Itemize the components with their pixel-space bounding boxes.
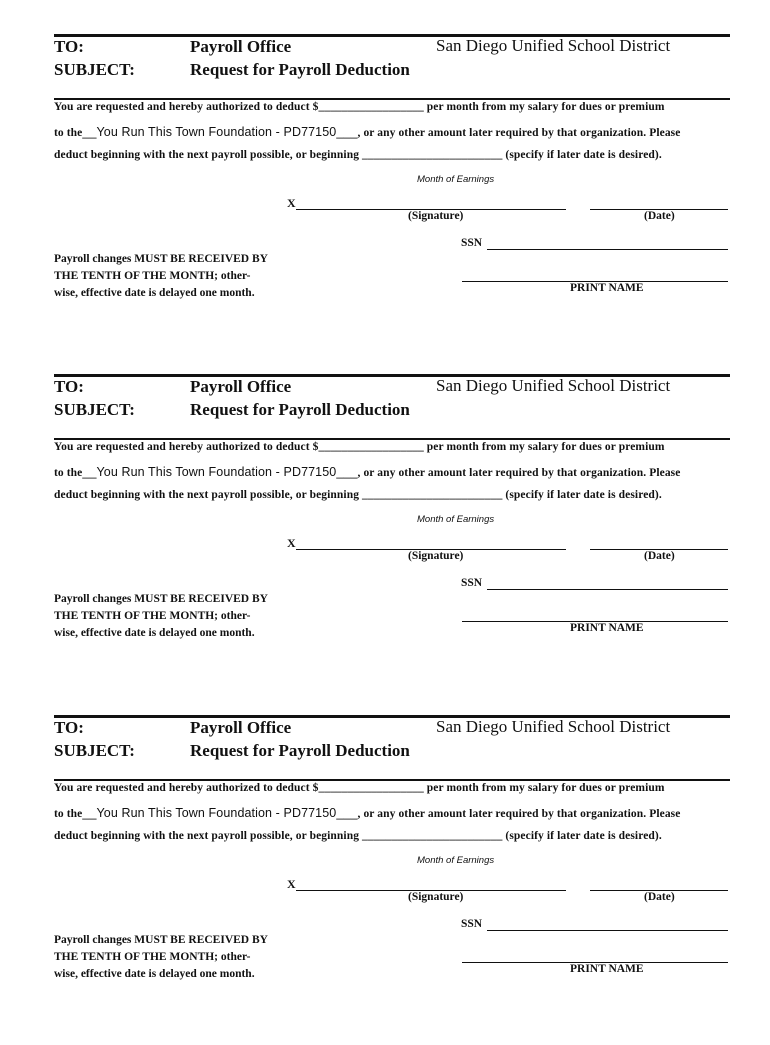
subject-label: SUBJECT: — [54, 741, 135, 760]
month-of-earnings-label: Month of Earnings — [417, 855, 495, 866]
print-name-label: PRINT NAME — [570, 622, 644, 634]
deadline-notice-line: THE TENTH OF THE MONTH; other- — [54, 951, 251, 963]
authorization-text: You are requested and hereby authorized to deduct $ — [54, 782, 319, 794]
ssn-label: SSN — [461, 577, 483, 589]
deduction-form — [0, 715, 770, 1045]
specify-date-text: (specify if later date is desired). — [502, 489, 662, 501]
authorization-line-3 — [54, 489, 662, 501]
ssn-field[interactable] — [487, 249, 728, 250]
authorization-line-2 — [54, 465, 680, 479]
deadline-notice-line: wise, effective date is delayed one month. — [54, 627, 255, 639]
specify-date-text: (specify if later date is desired). — [502, 149, 662, 161]
signature-x-mark: X — [287, 196, 296, 210]
subject-value: Request for Payroll Deduction — [190, 60, 410, 79]
authorization-text: You are requested and hereby authorized to deduct $ — [54, 101, 319, 113]
amount-field[interactable]: __________________ — [318, 782, 424, 794]
header-rule — [54, 779, 730, 781]
ssn-label: SSN — [461, 918, 483, 930]
deduct-beginning-text: deduct beginning with the next payroll possible, or beginning — [54, 149, 363, 161]
district-name: San Diego Unified School District — [436, 376, 671, 395]
authorization-line-2 — [54, 125, 680, 139]
deduction-form — [0, 374, 770, 704]
specify-date-text: (specify if later date is desired). — [502, 830, 662, 842]
signature-x-mark: X — [287, 536, 296, 550]
organization-field[interactable]: __You Run This Town Foundation - PD77150___ — [82, 465, 358, 479]
deadline-notice-line: Payroll changes MUST BE RECEIVED BY — [54, 593, 268, 605]
signature-label: (Signature) — [408, 550, 464, 562]
month-of-earnings-label: Month of Earnings — [417, 174, 495, 185]
to-value: Payroll Office — [190, 377, 292, 396]
authorization-line-3 — [54, 149, 662, 161]
authorization-text-end: per month from my salary for dues or premium — [423, 101, 665, 113]
to-value: Payroll Office — [190, 718, 292, 737]
authorization-line-2 — [54, 806, 680, 820]
authorization-line-1 — [54, 441, 665, 453]
signature-x-mark: X — [287, 877, 296, 891]
to-value: Payroll Office — [190, 37, 292, 56]
authorization-line-3 — [54, 830, 662, 842]
print-name-label: PRINT NAME — [570, 963, 644, 975]
deadline-notice-line: wise, effective date is delayed one month. — [54, 287, 255, 299]
date-label: (Date) — [644, 210, 675, 222]
organization-text-end: , or any other amount later required by that organization. Please — [357, 127, 681, 139]
subject-value: Request for Payroll Deduction — [190, 400, 410, 419]
deadline-notice — [54, 591, 268, 642]
deadline-notice — [54, 932, 268, 983]
organization-field[interactable]: __You Run This Town Foundation - PD77150___ — [82, 806, 358, 820]
to-the-text: to the — [54, 467, 83, 479]
ssn-field[interactable] — [487, 930, 728, 931]
signature-label: (Signature) — [408, 210, 464, 222]
deadline-notice-line: Payroll changes MUST BE RECEIVED BY — [54, 934, 268, 946]
to-the-text: to the — [54, 127, 83, 139]
date-label: (Date) — [644, 550, 675, 562]
print-name-label: PRINT NAME — [570, 282, 644, 294]
header-rule — [54, 98, 730, 100]
amount-field[interactable]: __________________ — [318, 441, 424, 453]
ssn-label: SSN — [461, 237, 483, 249]
deadline-notice-line: wise, effective date is delayed one month. — [54, 968, 255, 980]
subject-value: Request for Payroll Deduction — [190, 741, 410, 760]
organization-field[interactable]: __You Run This Town Foundation - PD77150___ — [82, 125, 358, 139]
to-label: TO: — [54, 377, 84, 396]
authorization-text-end: per month from my salary for dues or premium — [423, 441, 665, 453]
header-rule — [54, 438, 730, 440]
begin-month-field[interactable]: ________________________ — [362, 489, 503, 501]
to-the-text: to the — [54, 808, 83, 820]
organization-text-end: , or any other amount later required by that organization. Please — [357, 808, 681, 820]
authorization-text-end: per month from my salary for dues or premium — [423, 782, 665, 794]
amount-field[interactable]: __________________ — [318, 101, 424, 113]
authorization-text: You are requested and hereby authorized to deduct $ — [54, 441, 319, 453]
subject-label: SUBJECT: — [54, 400, 135, 419]
month-of-earnings-label: Month of Earnings — [417, 514, 495, 525]
begin-month-field[interactable]: ________________________ — [362, 830, 503, 842]
district-name: San Diego Unified School District — [436, 36, 671, 55]
to-label: TO: — [54, 37, 84, 56]
subject-label: SUBJECT: — [54, 60, 135, 79]
signature-label: (Signature) — [408, 891, 464, 903]
begin-month-field[interactable]: ________________________ — [362, 149, 503, 161]
district-name: San Diego Unified School District — [436, 717, 671, 736]
organization-text-end: , or any other amount later required by that organization. Please — [357, 467, 681, 479]
deduct-beginning-text: deduct beginning with the next payroll possible, or beginning — [54, 489, 363, 501]
authorization-line-1 — [54, 782, 665, 794]
date-label: (Date) — [644, 891, 675, 903]
ssn-field[interactable] — [487, 589, 728, 590]
to-label: TO: — [54, 718, 84, 737]
deadline-notice-line: THE TENTH OF THE MONTH; other- — [54, 270, 251, 282]
deadline-notice — [54, 251, 268, 302]
deduction-form — [0, 34, 770, 364]
deduct-beginning-text: deduct beginning with the next payroll possible, or beginning — [54, 830, 363, 842]
authorization-line-1 — [54, 101, 665, 113]
deadline-notice-line: Payroll changes MUST BE RECEIVED BY — [54, 253, 268, 265]
deadline-notice-line: THE TENTH OF THE MONTH; other- — [54, 610, 251, 622]
